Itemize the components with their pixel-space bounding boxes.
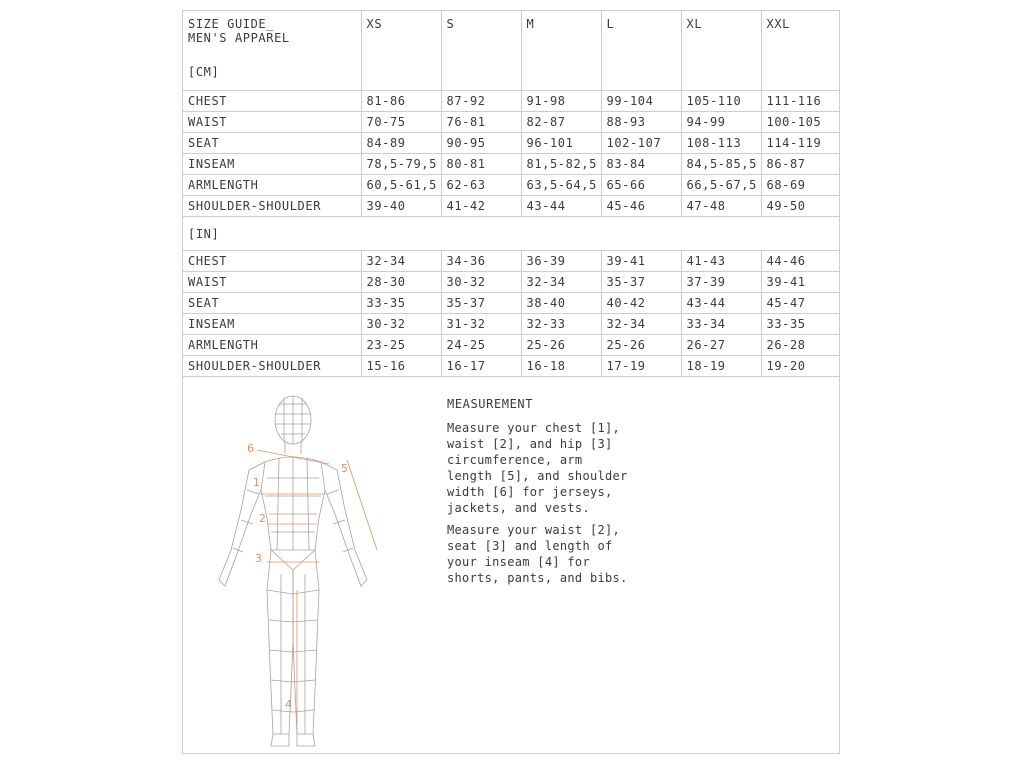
row-label: CHEST	[183, 91, 361, 112]
table-cell: 99-104	[601, 91, 681, 112]
size-guide-table	[183, 11, 840, 377]
table-cell: 16-18	[521, 356, 601, 377]
figure-marker-1: 1	[253, 476, 260, 489]
table-cell: 76-81	[441, 112, 521, 133]
measurement-para-bottoms: Measure your waist [2], seat [3] and length of your inseam [4] for shorts, pants, and bibs.	[447, 523, 628, 585]
size-header-xxl: XXL	[761, 11, 840, 91]
figure-marker-2: 2	[259, 512, 266, 525]
unit-label-cm: [CM]	[188, 65, 220, 79]
row-label: SHOULDER-SHOULDER	[183, 356, 361, 377]
table-cell: 49-50	[761, 196, 840, 217]
guide-subtitle: MEN'S APPAREL	[188, 31, 290, 45]
table-row	[183, 314, 840, 335]
table-cell: 94-99	[681, 112, 761, 133]
table-row	[183, 91, 840, 112]
table-cell: 47-48	[681, 196, 761, 217]
table-cell: 25-26	[601, 335, 681, 356]
table-cell: 19-20	[761, 356, 840, 377]
table-row	[183, 133, 840, 154]
measurement-section	[183, 382, 839, 754]
figure-marker-3: 3	[255, 552, 262, 565]
table-cell: 32-34	[521, 272, 601, 293]
table-cell: 108-113	[681, 133, 761, 154]
table-cell: 18-19	[681, 356, 761, 377]
table-row	[183, 356, 840, 377]
table-cell: 45-47	[761, 293, 840, 314]
table-row	[183, 335, 840, 356]
table-cell: 70-75	[361, 112, 441, 133]
table-cell: 105-110	[681, 91, 761, 112]
table-cell: 33-34	[681, 314, 761, 335]
table-cell: 84-89	[361, 133, 441, 154]
table-cell: 35-37	[601, 272, 681, 293]
table-row	[183, 154, 840, 175]
unit-label-in: [IN]	[183, 217, 840, 251]
size-header-m: M	[521, 11, 601, 91]
table-row	[183, 293, 840, 314]
table-cell: 96-101	[521, 133, 601, 154]
table-cell: 111-116	[761, 91, 840, 112]
row-label: INSEAM	[183, 314, 361, 335]
table-cell: 32-33	[521, 314, 601, 335]
measurement-instructions	[447, 396, 647, 592]
table-row	[183, 112, 840, 133]
table-cell: 35-37	[441, 293, 521, 314]
table-cell: 81-86	[361, 91, 441, 112]
guide-title: SIZE GUIDE_	[188, 17, 275, 31]
table-cell: 26-27	[681, 335, 761, 356]
table-cell: 63,5-64,5	[521, 175, 601, 196]
table-cell: 15-16	[361, 356, 441, 377]
table-cell: 33-35	[361, 293, 441, 314]
table-cell: 80-81	[441, 154, 521, 175]
table-cell: 44-46	[761, 251, 840, 272]
table-cell: 86-87	[761, 154, 840, 175]
table-cell: 84,5-85,5	[681, 154, 761, 175]
table-row	[183, 175, 840, 196]
row-label: SHOULDER-SHOULDER	[183, 196, 361, 217]
table-cell: 38-40	[521, 293, 601, 314]
table-cell: 45-46	[601, 196, 681, 217]
table-cell: 36-39	[521, 251, 601, 272]
table-cell: 31-32	[441, 314, 521, 335]
table-cell: 65-66	[601, 175, 681, 196]
body-figure-illustration	[197, 390, 387, 750]
table-cell: 24-25	[441, 335, 521, 356]
table-cell: 43-44	[681, 293, 761, 314]
table-row	[183, 272, 840, 293]
table-cell: 32-34	[361, 251, 441, 272]
table-cell: 40-42	[601, 293, 681, 314]
unit-row-in	[183, 217, 840, 251]
measurement-title: MEASUREMENT	[447, 397, 534, 411]
table-cell: 23-25	[361, 335, 441, 356]
table-cell: 66,5-67,5	[681, 175, 761, 196]
table-cell: 43-44	[521, 196, 601, 217]
table-cell: 60,5-61,5	[361, 175, 441, 196]
size-header-s: S	[441, 11, 521, 91]
table-cell: 90-95	[441, 133, 521, 154]
row-label: SEAT	[183, 133, 361, 154]
row-label: SEAT	[183, 293, 361, 314]
row-label: WAIST	[183, 112, 361, 133]
table-cell: 28-30	[361, 272, 441, 293]
table-row	[183, 196, 840, 217]
figure-marker-5: 5	[341, 462, 348, 475]
table-cell: 16-17	[441, 356, 521, 377]
table-cell: 39-41	[601, 251, 681, 272]
table-cell: 32-34	[601, 314, 681, 335]
table-cell: 91-98	[521, 91, 601, 112]
table-cell: 25-26	[521, 335, 601, 356]
table-cell: 81,5-82,5	[521, 154, 601, 175]
size-header-l: L	[601, 11, 681, 91]
table-cell: 100-105	[761, 112, 840, 133]
row-label: ARMLENGTH	[183, 335, 361, 356]
table-cell: 68-69	[761, 175, 840, 196]
table-cell: 41-43	[681, 251, 761, 272]
table-cell: 26-28	[761, 335, 840, 356]
table-cell: 17-19	[601, 356, 681, 377]
table-cell: 78,5-79,5	[361, 154, 441, 175]
title-cell	[183, 11, 361, 91]
figure-right-arm	[321, 462, 367, 586]
row-label: ARMLENGTH	[183, 175, 361, 196]
table-cell: 39-41	[761, 272, 840, 293]
table-cell: 83-84	[601, 154, 681, 175]
size-header-xl: XL	[681, 11, 761, 91]
size-guide-sheet	[182, 10, 840, 754]
table-cell: 39-40	[361, 196, 441, 217]
table-cell: 82-87	[521, 112, 601, 133]
table-cell: 114-119	[761, 133, 840, 154]
table-cell: 102-107	[601, 133, 681, 154]
row-label: CHEST	[183, 251, 361, 272]
table-cell: 34-36	[441, 251, 521, 272]
size-header-xs: XS	[361, 11, 441, 91]
table-cell: 62-63	[441, 175, 521, 196]
table-cell: 37-39	[681, 272, 761, 293]
figure-marker-4: 4	[285, 698, 292, 711]
table-cell: 30-32	[441, 272, 521, 293]
header-row	[183, 11, 840, 91]
table-cell: 30-32	[361, 314, 441, 335]
row-label: INSEAM	[183, 154, 361, 175]
measurement-para-tops: Measure your chest [1], waist [2], and hip [3] circumference, arm length [5], and shoulder width [6] for jerseys, jackets, and vests.	[447, 421, 628, 515]
table-row	[183, 251, 840, 272]
figure-marker-6: 6	[247, 442, 254, 455]
row-label: WAIST	[183, 272, 361, 293]
table-cell: 41-42	[441, 196, 521, 217]
table-cell: 87-92	[441, 91, 521, 112]
table-cell: 88-93	[601, 112, 681, 133]
table-cell: 33-35	[761, 314, 840, 335]
